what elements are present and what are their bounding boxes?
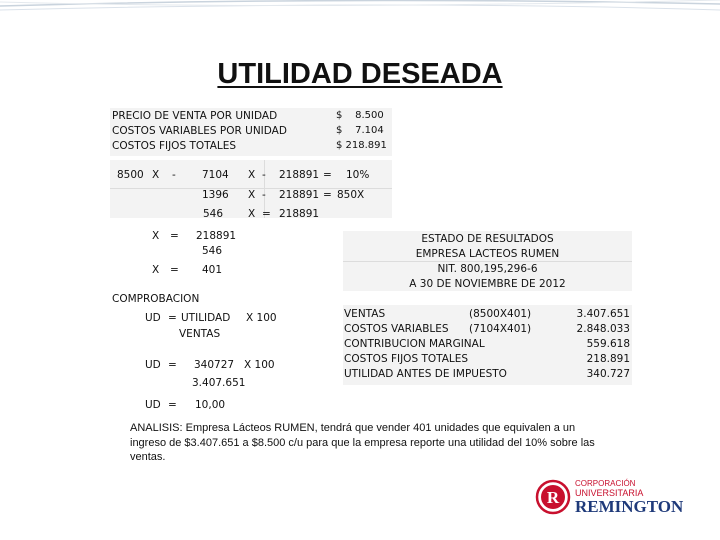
- eq-r3-e: X: [248, 208, 256, 220]
- comp-r3-eq: =: [168, 399, 177, 411]
- page-title: UTILIDAD DESEADA: [217, 58, 503, 90]
- comp-r2-eq: =: [168, 359, 177, 371]
- svg-text:R: R: [546, 488, 560, 507]
- eq-r1-f: -: [262, 169, 266, 181]
- frac-numerator: 218891: [196, 230, 237, 242]
- res-value: 401: [202, 264, 223, 276]
- estado-row-value: 340.727: [586, 368, 630, 380]
- svg-text:REMINGTON: REMINGTON: [575, 497, 684, 516]
- eq-r2-e: X: [248, 189, 256, 201]
- comprobacion-heading: COMPROBACION: [112, 293, 200, 305]
- remington-shield-icon: [535, 476, 700, 518]
- eq-r1-e: X: [248, 169, 256, 181]
- estado-nit: NIT. 800,195,296-6: [437, 263, 538, 275]
- estado-row-value: 2.848.033: [576, 323, 630, 335]
- estado-row-value: 559.618: [586, 338, 630, 350]
- eq-r2-d: 1396: [202, 189, 229, 201]
- svg-text:CORPORACIÓN: CORPORACIÓN: [575, 479, 636, 488]
- eq-r1-h: =: [323, 169, 332, 181]
- eq-r3-g: 218891: [279, 208, 320, 220]
- analisis-text: ANALISIS: Empresa Lácteos RUMEN, tendrá que vender 401 unidades que equivalen a un ingreso de $3.407.651 a $8.500 c/u para que la empresa reporte una utilidad del 10% sobre las ventas.: [130, 422, 595, 463]
- comp-r3-value: 10,00: [195, 399, 226, 411]
- estado-row-value: 218.891: [586, 353, 630, 365]
- eq-r1-a: 8500: [117, 169, 144, 181]
- res-eq: =: [170, 264, 179, 276]
- estado-title: ESTADO DE RESULTADOS: [421, 233, 554, 245]
- eq-r1-i: 10%: [346, 169, 370, 181]
- estado-row-calc: (7104X401): [469, 323, 532, 335]
- comp-r1-denominator: VENTAS: [179, 328, 221, 340]
- eq-r2-g: 218891: [279, 189, 320, 201]
- top-frame-decoration: [0, 0, 720, 40]
- value-costos-fijos: $ 218.891: [336, 140, 387, 151]
- estado-company: EMPRESA LACTEOS RUMEN: [415, 248, 560, 260]
- eq-r3-f: =: [262, 208, 271, 220]
- eq-r2-i: 850X: [337, 189, 365, 201]
- eq-r3-d: 546: [203, 208, 224, 220]
- estado-row-label: VENTAS: [344, 308, 386, 320]
- eq-r1-g: 218891: [279, 169, 320, 181]
- eq-r1-d: 7104: [202, 169, 229, 181]
- comp-r1-label: UD: [145, 312, 161, 324]
- eq-r2-h: =: [323, 189, 332, 201]
- estado-row-value: 3.407.651: [576, 308, 630, 320]
- grid-line: [343, 261, 632, 262]
- comp-r3-label: UD: [145, 399, 161, 411]
- frac-denominator: 546: [202, 245, 223, 257]
- label-costos-variables: COSTOS VARIABLES POR UNIDAD: [112, 125, 287, 137]
- estado-row-label: UTILIDAD ANTES DE IMPUESTO: [344, 368, 507, 380]
- estado-row-calc: (8500X401): [469, 308, 532, 320]
- eq-r1-b: X: [152, 169, 160, 181]
- comp-r1-numerator: UTILIDAD: [181, 312, 231, 324]
- comp-r2-label: UD: [145, 359, 161, 371]
- frac-x: X: [152, 230, 160, 242]
- estado-date: A 30 DE NOVIEMBRE DE 2012: [409, 278, 566, 290]
- comp-r1-eq: =: [168, 312, 177, 324]
- eq-r1-c: -: [172, 169, 176, 181]
- remington-logo: [535, 476, 700, 518]
- estado-row-label: COSTOS VARIABLES: [344, 323, 449, 335]
- frac-eq: =: [170, 230, 179, 242]
- comp-r1-mult: X 100: [246, 312, 277, 324]
- eq-r2-f: -: [262, 189, 266, 201]
- label-precio-venta: PRECIO DE VENTA POR UNIDAD: [112, 110, 278, 122]
- value-costos-variables: $ 7.104: [336, 125, 384, 136]
- comp-r2-numerator: 340727: [194, 359, 235, 371]
- value-precio-venta: $ 8.500: [336, 110, 384, 121]
- res-x: X: [152, 264, 160, 276]
- svg-text:UNIVERSITARIA: UNIVERSITARIA: [575, 488, 644, 498]
- comp-r2-denominator: 3.407.651: [192, 377, 246, 389]
- estado-row-label: COSTOS FIJOS TOTALES: [344, 353, 469, 365]
- estado-row-label: CONTRIBUCION MARGINAL: [344, 338, 485, 350]
- label-costos-fijos: COSTOS FIJOS TOTALES: [112, 140, 237, 152]
- comp-r2-mult: X 100: [244, 359, 275, 371]
